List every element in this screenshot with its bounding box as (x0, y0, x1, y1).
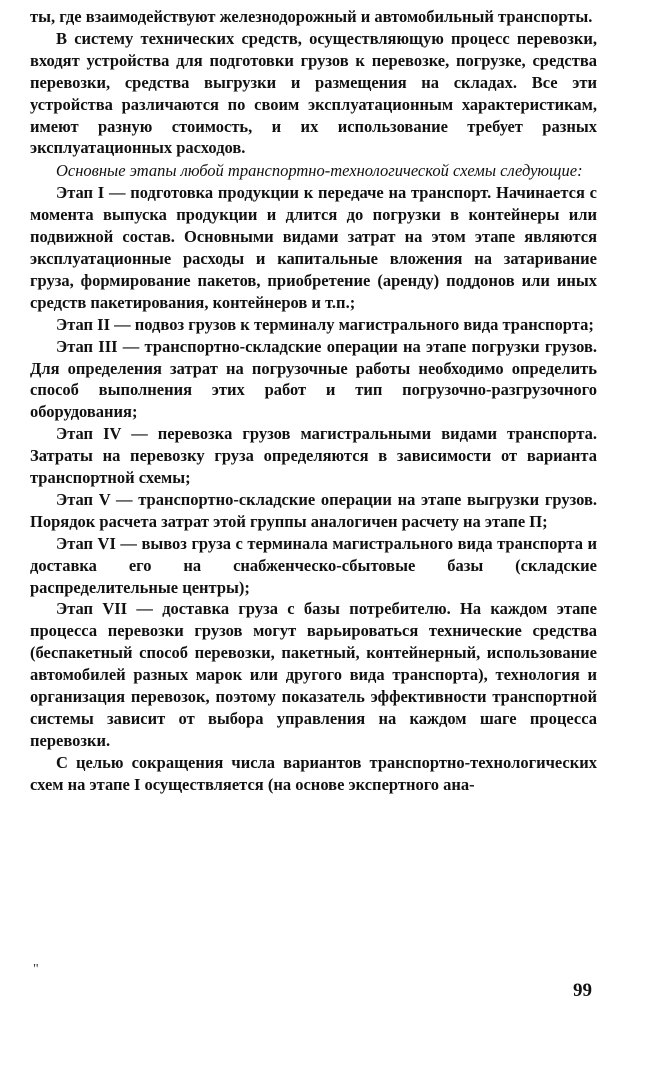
stage-6-label: Этап VI (56, 533, 116, 553)
stage-2-label: Этап II (56, 314, 111, 334)
stage-3 (30, 336, 597, 424)
intro-continuation: ты, где взаимодействуют железнодорожный и автомобильный транспорты. (30, 7, 593, 26)
stage-7-label: Этап VII (56, 599, 128, 619)
page-body (30, 6, 597, 796)
stage-3-label: Этап III (56, 336, 118, 356)
stage-5 (30, 489, 597, 533)
stage-1 (30, 182, 597, 313)
stage-2-text: — подвоз грузов к терминалу магистрального вида транспорта; (110, 314, 594, 334)
stage-4-text: — перевозка грузов магистральными видами транспорта. Затраты на перевозку груза определяются в зависимости от варианта транспортной схемы; (30, 424, 598, 488)
page-number: 99 (573, 980, 592, 1001)
stages-heading: Основные этапы любой транспортно-технологической схемы следующие: (56, 161, 583, 181)
paragraph-system: В систему технических средств, осуществляющую процесс перевозки, входят устройства для подготовки грузов к перевозке, погрузке, средства перевозки, средства выгрузки и размещения на складах. Все эти устройства различаются по своим эксплуатационным характеристикам, имеют разную стоимость, и их использование требует разных эксплуатационных расходов. (30, 28, 597, 158)
stage-3-text: — транспортно-складские операции на этапе погрузки грузов. Для определения затрат на погрузочные работы необходимо определить способ выполнения этих работ и тип погрузочно-разгрузочного оборудования; (30, 336, 597, 422)
stage-6 (30, 533, 597, 599)
stage-4-label: Этап IV (56, 424, 122, 444)
stage-1-text: — подготовка продукции к передаче на транспорт. Начинается с момента выпуска продукции и длится до погрузки в контейнеры или подвижной состав. Основными видами затрат на этом этапе являются эксплуатационные расходы и капитальные вложения на затаривание груза, формирование пакетов, приобретение (аренду) поддонов или иных средств пакетирования, контейнеров и т.п.; (30, 183, 597, 312)
stage-4 (30, 423, 597, 489)
stage-5-text: — транспортно-складские операции на этапе выгрузки грузов. Порядок расчета затрат этой группы аналогичен расчету на этапе П; (30, 489, 597, 531)
stage-7-text: — доставка груза с базы потребителю. На каждом этапе процесса перевозки грузов могут варьироваться технические средства (беспакетный способ перевозки, пакетный, контейнерный, использование автомобилей разных марок или другого вида транспорта), технология и организация перевозок, поэтому показатель эффективности транспортной системы зависит от выбора управления на каждом шаге процесса перевозки. (30, 599, 597, 750)
stage-2 (30, 314, 597, 336)
final-paragraph: С целью сокращения числа вариантов транспортно-технологических схем на этапе I осуществляется (на основе экспертного ана- (30, 752, 597, 794)
stage-7 (30, 598, 597, 751)
stage-1-label: Этап I (56, 183, 105, 203)
stage-6-text: — вывоз груза с терминала магистрального вида транспорта и доставка его на снабженческо-сбытовые базы (складские распределительные центры); (30, 533, 597, 597)
stage-5-label: Этап V (56, 489, 111, 509)
margin-mark: " (33, 962, 39, 977)
